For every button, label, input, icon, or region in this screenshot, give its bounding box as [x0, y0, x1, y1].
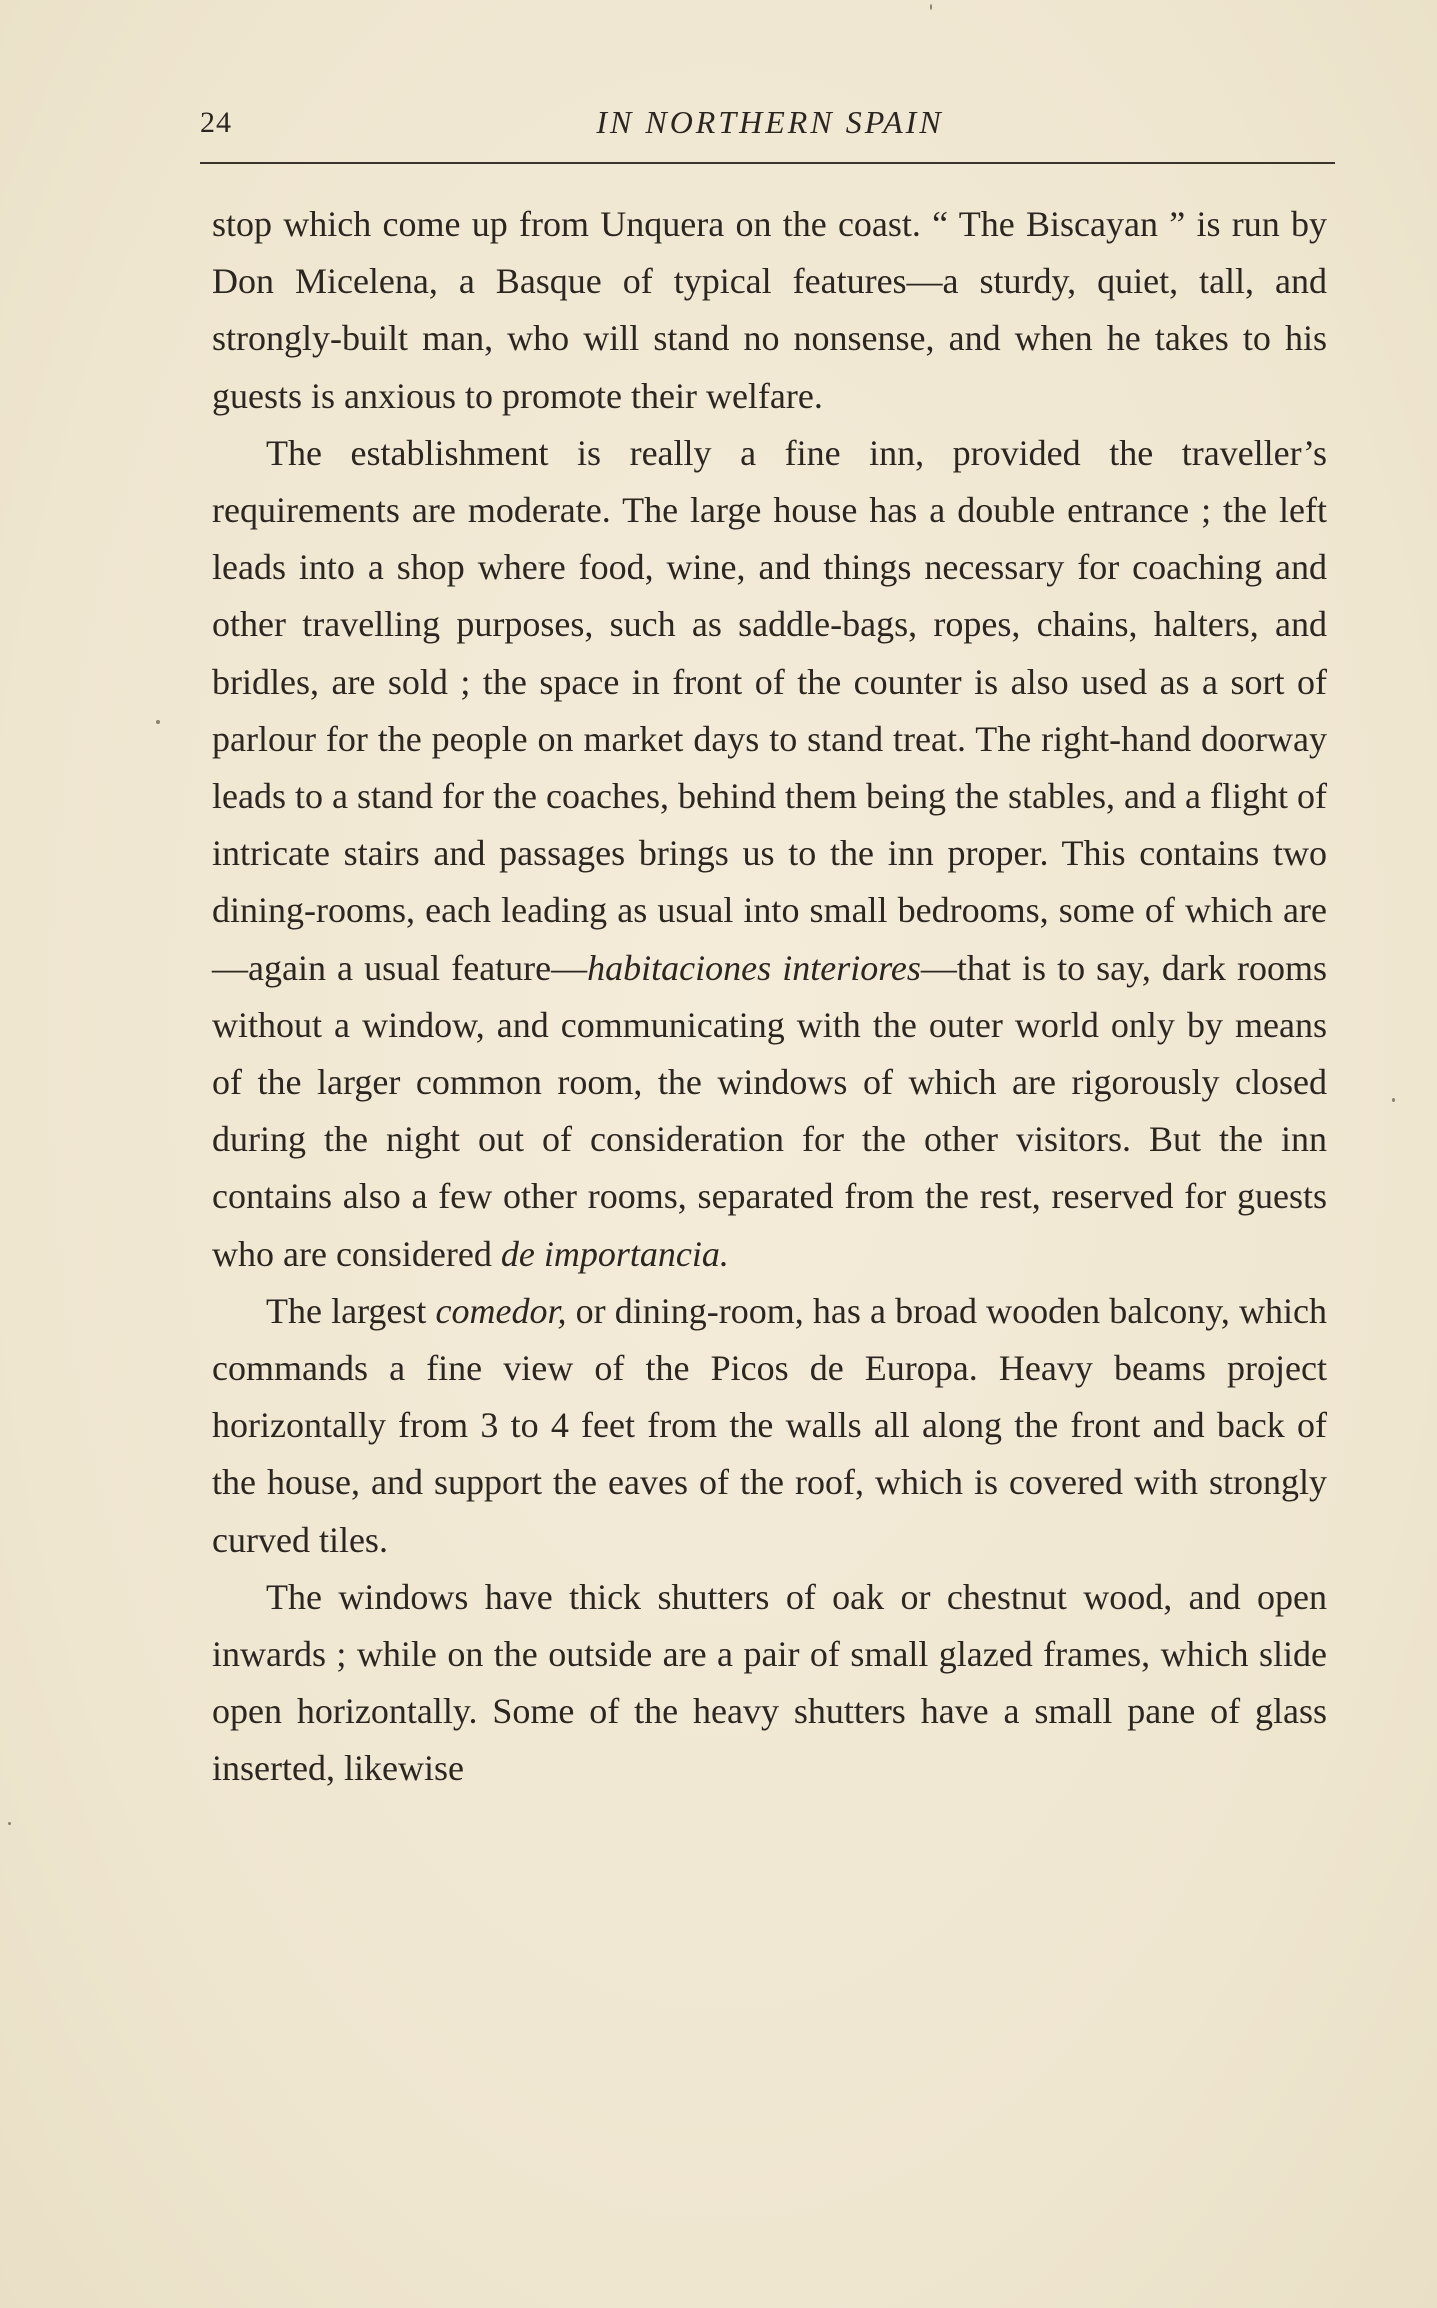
paragraph-2-text-cont: —that is to say, dark rooms without a window, and communicating with the outer world only by means of the larger common room, the windows of which are rigorously closed during the night out of consideration for the other visitors. But the inn contains also a few other rooms, separated from the rest, reserved for guests who are considered [212, 947, 1327, 1274]
italic-word-comedor: comedor, [435, 1290, 567, 1331]
page-header [200, 100, 1340, 150]
italic-phrase-habitaciones: habitaciones interiores [587, 947, 921, 988]
paragraph-3-text: The largest [266, 1290, 436, 1331]
paragraph-2-text: The establishment is really a fine inn, provided the traveller’s requirements are moderate. The large house has a double entrance ; the left leads into a shop where food, wine, and things necessary for coaching and other travelling purposes, such as saddle-bags, ropes, chains, halters, and bridles, are sold ; the space in front of the counter is also used as a sort of parlour for the people on market days to stand treat. The right-hand doorway leads to a stand for the coaches, behind them being the stables, and a flight of intricate stairs and passages brings us to the inn proper. This contains two dining-rooms, each leading as usual into small bedrooms, some of which are—again a usual feature— [212, 432, 1327, 988]
body-text [212, 196, 1327, 1798]
header-rule [200, 162, 1335, 164]
paragraph-3-text-cont: or dining-room, has a broad wooden balcony, which commands a fine view of the Picos de Europa. Heavy beams project horizontally from 3 to 4 feet from the walls all along the front and back of the house, and support the eaves of the roof, which is covered with strongly curved tiles. [212, 1290, 1327, 1560]
paragraph-2 [212, 425, 1327, 1283]
page-number: 24 [200, 106, 232, 139]
paper-speck [1392, 1098, 1395, 1102]
paper-speck [8, 1822, 11, 1825]
paragraph-3 [212, 1283, 1327, 1569]
paper-speck [930, 4, 932, 10]
running-title: IN NORTHERN SPAIN [596, 104, 944, 140]
italic-phrase-importancia: de importancia. [500, 1233, 729, 1274]
paper-speck [156, 720, 160, 724]
paragraph-4: The windows have thick shutters of oak or chestnut wood, and open inwards ; while on the outside are a pair of small glazed frames, which slide open horizontally. Some of the heavy shutters have a small pane of glass inserted, likewise [212, 1576, 1327, 1789]
paragraph-1: stop which come up from Unquera on the coast. “ The Biscayan ” is run by Don Micelena, a Basque of typical features—a sturdy, quiet, tall, and strongly-built man, who will stand no nonsense, and when he takes to his guests is anxious to promote their welfare. [212, 204, 1327, 416]
